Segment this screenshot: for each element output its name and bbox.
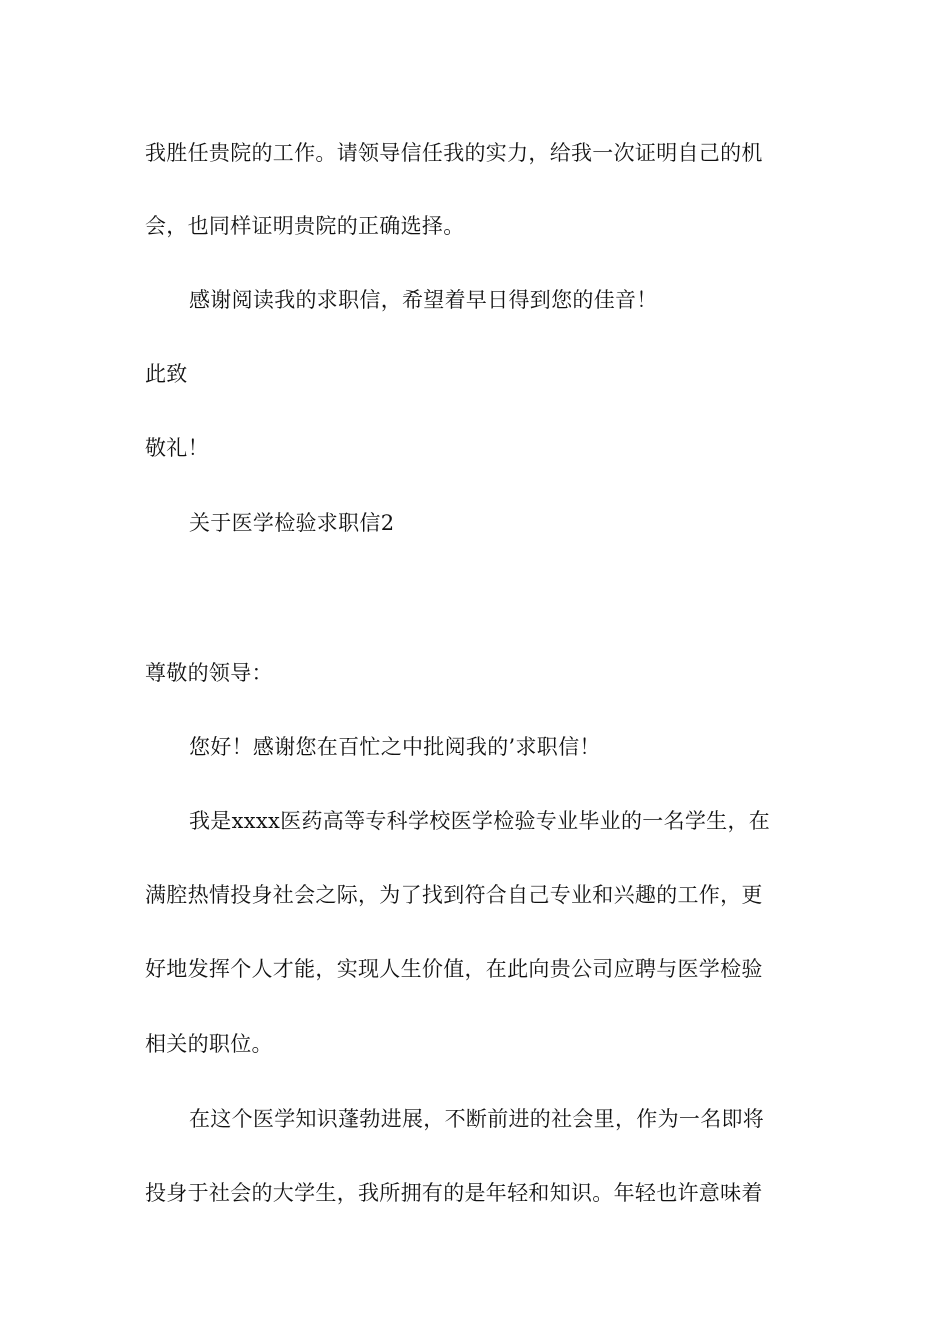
closing-paragraph: 感谢阅读我的求职信，希望着早日得到您的佳音！ xyxy=(189,288,658,312)
salutation-closing: 此致 xyxy=(145,362,188,386)
text-line: 满腔热情投身社会之际，为了找到符合自己专业和兴趣的工作，更 xyxy=(145,883,763,907)
text-line: 相关的职位。 xyxy=(145,1032,273,1056)
text-line: 会，也同样证明贵院的正确选择。 xyxy=(145,214,465,238)
text-line: 投身于社会的大学生，我所拥有的是年轻和知识。年轻也许意味着 xyxy=(145,1181,763,1205)
salutation-regards: 敬礼！ xyxy=(145,436,209,460)
text-line: 我是xxxx医药高等专科学校医学检验专业毕业的一名学生，在 xyxy=(189,809,771,833)
text-line: 您好！感谢您在百忙之中批阅我的’求职信！ xyxy=(189,735,601,759)
text-line: 在这个医学知识蓬勃进展，不断前进的社会里，作为一名即将 xyxy=(189,1107,765,1131)
text-line: 好地发挥个人才能，实现人生价值，在此向贵公司应聘与医学检验 xyxy=(145,957,763,981)
section-heading: 关于医学检验求职信2 xyxy=(189,511,395,535)
letter-greeting: 尊敬的领导： xyxy=(145,661,273,685)
text-line: 我胜任贵院的工作。请领导信任我的实力，给我一次证明自己的机 xyxy=(145,141,763,165)
